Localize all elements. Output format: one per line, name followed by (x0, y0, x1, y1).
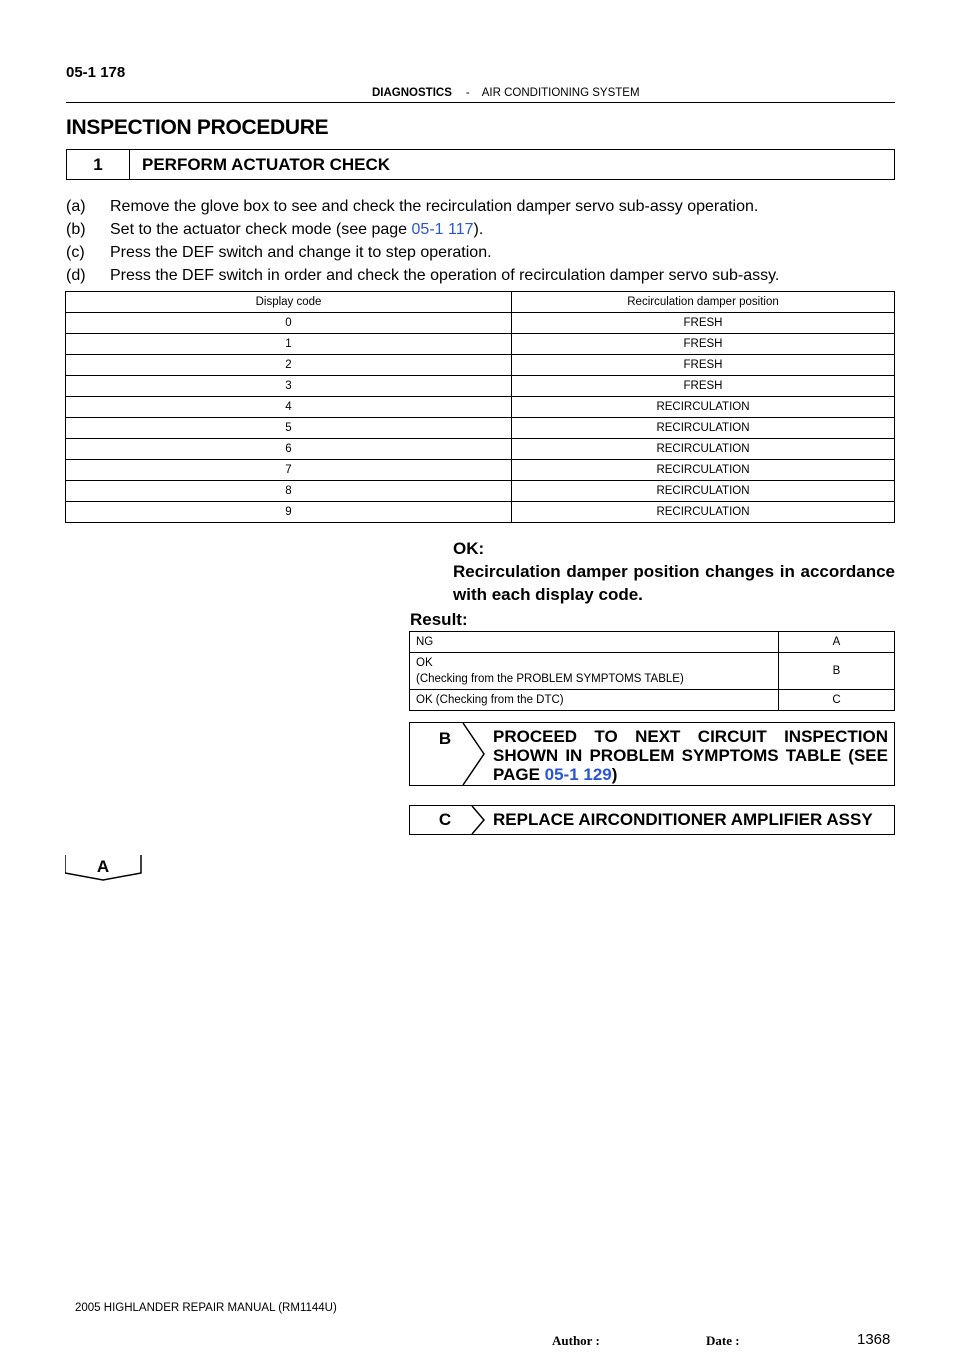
instruction-label: (a) (66, 198, 86, 215)
table-row (66, 313, 895, 334)
instruction-a (66, 196, 758, 218)
outcome-text-main: PROCEED TO NEXT CIRCUIT INSPECTION SHOWN IN PROBLEM SYMPTOMS TABLE (SEE PAGE (493, 727, 888, 784)
page-number: 1368 (857, 1331, 891, 1348)
table-row (66, 502, 895, 523)
result-condition (410, 653, 779, 690)
instruction-label: (b) (66, 221, 86, 238)
step-header (66, 149, 895, 180)
instruction-d (66, 265, 779, 287)
instruction-text: Press the DEF switch and change it to step operation. (110, 244, 492, 261)
next-step-letter: A (96, 857, 110, 876)
display-code-cell: 2 (66, 355, 512, 376)
damper-position-cell: FRESH (512, 334, 895, 355)
damper-position-cell: RECIRCULATION (512, 418, 895, 439)
damper-position-cell: RECIRCULATION (512, 502, 895, 523)
step-title: PERFORM ACTUATOR CHECK (142, 154, 391, 174)
result-label: Result: (410, 610, 468, 629)
date-label: Date : (706, 1333, 740, 1348)
display-code-cell: 4 (66, 397, 512, 418)
outcome-letter: B (438, 729, 452, 748)
display-code-cell: 5 (66, 418, 512, 439)
display-code-cell: 9 (66, 502, 512, 523)
table-row (66, 418, 895, 439)
display-code-cell: 8 (66, 481, 512, 502)
instruction-text: Remove the glove box to see and check the recirculation damper servo sub-assy operation. (110, 198, 759, 215)
table-row (66, 439, 895, 460)
damper-position-table (65, 291, 895, 523)
result-code: A (779, 632, 895, 653)
display-code-cell: 1 (66, 334, 512, 355)
table-row (66, 481, 895, 502)
damper-position-cell: FRESH (512, 313, 895, 334)
outcome-letter: C (438, 810, 452, 829)
damper-position-cell: RECIRCULATION (512, 481, 895, 502)
page-code: 05-1 178 (66, 64, 126, 81)
damper-position-cell: FRESH (512, 376, 895, 397)
section-separator: - (465, 87, 470, 99)
display-code-cell: 6 (66, 439, 512, 460)
result-condition: NG (410, 632, 779, 653)
damper-position-cell: RECIRCULATION (512, 460, 895, 481)
result-code: C (779, 690, 895, 711)
damper-position-cell: FRESH (512, 355, 895, 376)
table-row (66, 460, 895, 481)
result-condition-line: (Checking from the PROBLEM SYMPTOMS TABLE) (416, 673, 684, 685)
display-code-cell: 3 (66, 376, 512, 397)
instruction-text: Press the DEF switch in order and check the operation of recirculation damper servo sub-assy. (110, 267, 780, 284)
ok-criteria: Recirculation damper position changes in accordance with each display code. (453, 562, 895, 604)
column-header: Recirculation damper position (512, 292, 895, 313)
damper-position-cell: RECIRCULATION (512, 439, 895, 460)
page-link[interactable]: 05-1 117 (411, 221, 474, 238)
instruction-b (66, 219, 483, 241)
result-condition: OK (Checking from the DTC) (410, 690, 779, 711)
instruction-c (66, 242, 492, 264)
manual-footer: 2005 HIGHLANDER REPAIR MANUAL (RM1144U) (75, 1302, 337, 1314)
outcome-text: REPLACE AIRCONDITIONER AMPLIFIER ASSY (493, 810, 873, 829)
instruction-text-end: ). (473, 221, 484, 238)
outcome-c-box (409, 805, 895, 835)
header-rule (66, 102, 895, 103)
ok-label: OK: (453, 539, 485, 558)
result-table (409, 631, 895, 711)
table-row (66, 355, 895, 376)
step-number: 1 (67, 150, 130, 179)
damper-position-cell: RECIRCULATION (512, 397, 895, 418)
outcome-text-end: ) (611, 765, 618, 784)
page-title: INSPECTION PROCEDURE (66, 116, 329, 139)
table-header-row (66, 292, 895, 313)
result-condition-line: OK (416, 657, 433, 669)
table-row (66, 376, 895, 397)
table-row (410, 690, 895, 711)
column-header: Display code (66, 292, 512, 313)
section-name: DIAGNOSTICS (372, 87, 452, 99)
author-label: Author : (552, 1333, 600, 1348)
display-code-cell: 0 (66, 313, 512, 334)
outcome-text (493, 727, 888, 784)
table-row (66, 334, 895, 355)
page-link[interactable]: 05-1 129 (544, 765, 612, 784)
table-row (66, 397, 895, 418)
table-row (410, 653, 895, 690)
instruction-label: (d) (66, 267, 86, 284)
instruction-text: Set to the actuator check mode (see page (110, 221, 412, 238)
next-step-tab (65, 855, 143, 886)
result-code: B (779, 653, 895, 690)
subsection-name: AIR CONDITIONING SYSTEM (481, 87, 640, 99)
outcome-b-box (409, 722, 895, 786)
section-header (372, 87, 640, 99)
table-row (410, 632, 895, 653)
display-code-cell: 7 (66, 460, 512, 481)
instruction-label: (c) (66, 244, 85, 261)
